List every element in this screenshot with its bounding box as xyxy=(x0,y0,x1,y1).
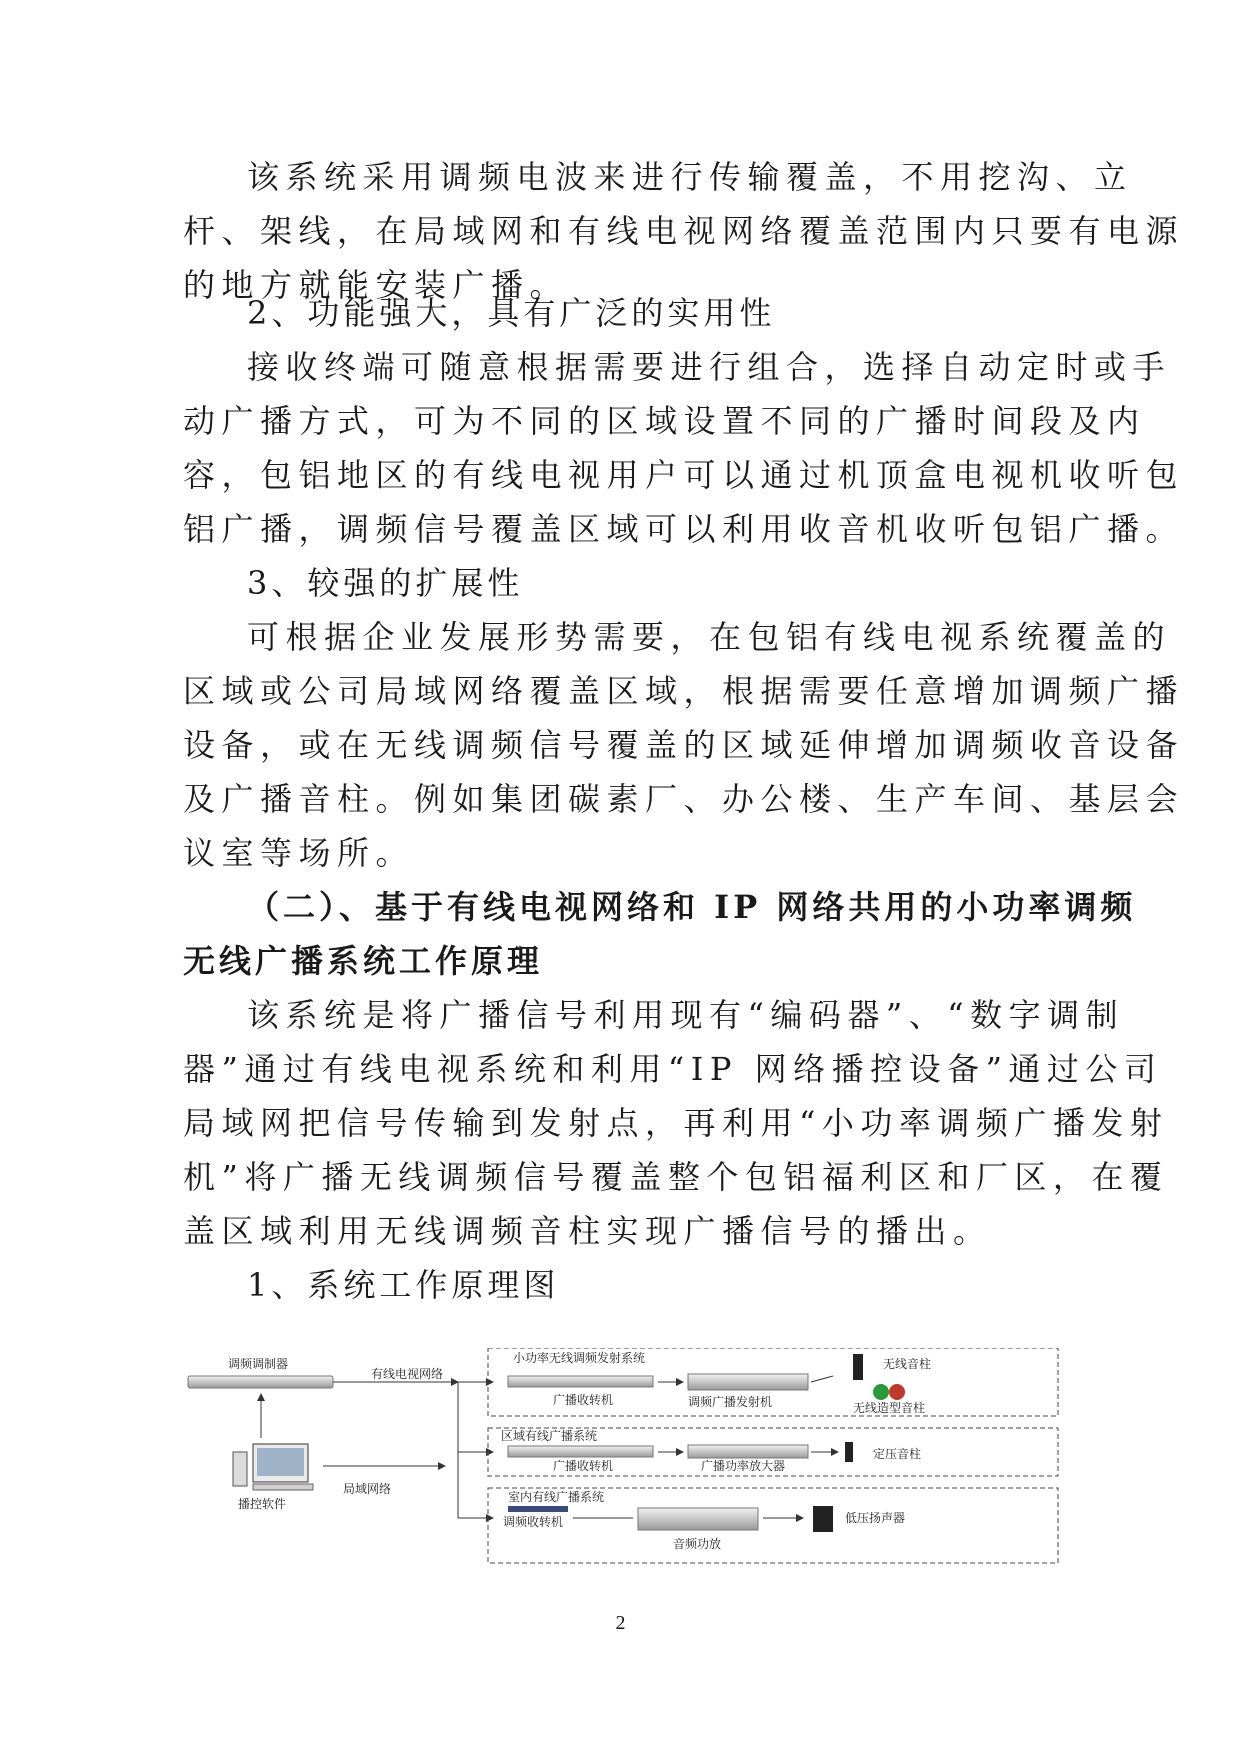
speaker-shape-icon-green xyxy=(873,1384,889,1400)
text-line: 该系统采用调频电波来进行传输覆盖，不用挖沟、立 xyxy=(247,158,1133,196)
text-line: 动广播方式，可为不同的区域设置不同的广播时间段及内 xyxy=(183,402,1146,440)
label-modulator: 调频调制器 xyxy=(228,1357,289,1371)
system-diagram-svg xyxy=(183,1348,1063,1588)
text-line: 及广播音柱。例如集团碳素厂、办公楼、生产车间、基层会 xyxy=(183,780,1185,818)
group1-receiver-device xyxy=(508,1376,653,1387)
text-line: 盖区域利用无线调频音柱实现广播信号的播出。 xyxy=(183,1212,992,1250)
label-control-software: 播控软件 xyxy=(238,1497,287,1511)
antenna-line xyxy=(811,1376,833,1382)
text-line: 接收终端可随意根据需要进行组合，选择自动定时或手 xyxy=(247,348,1172,386)
text-line: 2、功能强大，具有广泛的实用性 xyxy=(247,294,776,332)
speaker-shape-icon-red xyxy=(889,1384,905,1400)
section-heading xyxy=(183,880,1137,988)
text-line: 局域网把信号传输到发射点，再利用“小功率调频广播发射 xyxy=(183,1104,1169,1142)
label-group2-title: 区域有线广播系统 xyxy=(501,1429,598,1443)
paragraph-working-principle xyxy=(183,988,1169,1258)
text-line: 杆、架线，在局域网和有线电视网络覆盖范围内只要有电源 xyxy=(183,212,1185,250)
computer-tower-icon xyxy=(233,1452,247,1486)
label-group2-speaker: 定压音柱 xyxy=(873,1447,922,1461)
paragraph-receiver-combination xyxy=(183,340,1185,556)
label-group3-amp: 音频功放 xyxy=(673,1537,722,1551)
text-line: 机”将广播无线调频信号覆盖整个包铝福利区和厂区，在覆 xyxy=(183,1158,1169,1196)
label-group3-speaker: 低压扬声器 xyxy=(845,1511,906,1525)
wireless-speaker-column-icon xyxy=(853,1354,863,1380)
subheading-powerful-functions xyxy=(183,286,1063,340)
subheading-diagram xyxy=(183,1258,1063,1312)
label-group2-receiver: 广播收转机 xyxy=(553,1459,614,1473)
label-group1-receiver: 广播收转机 xyxy=(553,1393,614,1407)
low-voltage-speaker-icon xyxy=(813,1506,833,1532)
label-group3-receiver: 调频收转机 xyxy=(503,1515,564,1529)
text-line: 铝广播，调频信号覆盖区域可以利用收音机收听包铝广播。 xyxy=(183,510,1185,548)
label-group1-title: 小功率无线调频发射系统 xyxy=(513,1351,646,1365)
label-group1-speaker1: 无线音柱 xyxy=(883,1357,932,1371)
group2-amp-device xyxy=(688,1445,808,1458)
text-line: 3、较强的扩展性 xyxy=(247,564,524,602)
text-line: 1、系统工作原理图 xyxy=(247,1266,560,1304)
text-line: 的地方就能安装广播。 xyxy=(183,266,569,304)
text-line: 设备，或在无线调频信号覆盖的区域延伸增加调频收音设备 xyxy=(183,726,1185,764)
label-lan: 局域网络 xyxy=(343,1482,392,1496)
group2-receiver-device xyxy=(508,1446,653,1457)
label-cable-network: 有线电视网络 xyxy=(371,1367,444,1381)
constant-voltage-speaker-icon xyxy=(845,1442,853,1462)
modulator-device xyxy=(188,1376,333,1388)
text-line: 器”通过有线电视系统和利用“IP 网络播控设备”通过公司 xyxy=(183,1050,1163,1088)
text-line: 可根据企业发展形势需要，在包铝有线电视系统覆盖的 xyxy=(247,618,1172,656)
group3-amp-device xyxy=(638,1508,758,1530)
heading-line: 无线广播系统工作原理 xyxy=(183,942,544,980)
group1-transmitter-device xyxy=(688,1374,808,1390)
label-group2-amp: 广播功率放大器 xyxy=(701,1459,786,1473)
heading-line: （二）、基于有线电视网络和 IP 网络共用的小功率调频 xyxy=(247,888,1137,926)
text-line: 容，包铝地区的有线电视用户可以通过机顶盒电视机收听包 xyxy=(183,456,1185,494)
keyboard-icon xyxy=(253,1484,313,1490)
label-group1-speaker2: 无线造型音柱 xyxy=(853,1401,926,1415)
page-number: 2 xyxy=(615,1612,626,1634)
group3-receiver-device xyxy=(508,1506,568,1512)
text-line: 区域或公司局域网络覆盖区域，根据需要任意增加调频广播 xyxy=(183,672,1185,710)
paragraph-expansion xyxy=(183,610,1185,880)
label-group3-title: 室内有线广播系统 xyxy=(508,1490,605,1504)
label-group1-transmitter: 调频广播发射机 xyxy=(688,1395,773,1409)
system-diagram xyxy=(183,1348,1063,1588)
computer-screen-icon xyxy=(257,1448,304,1476)
text-line: 议室等场所。 xyxy=(183,834,415,872)
text-line: 该系统是将广播信号利用现有“编码器”、“数字调制 xyxy=(247,996,1125,1034)
subheading-extensibility xyxy=(183,556,1063,610)
